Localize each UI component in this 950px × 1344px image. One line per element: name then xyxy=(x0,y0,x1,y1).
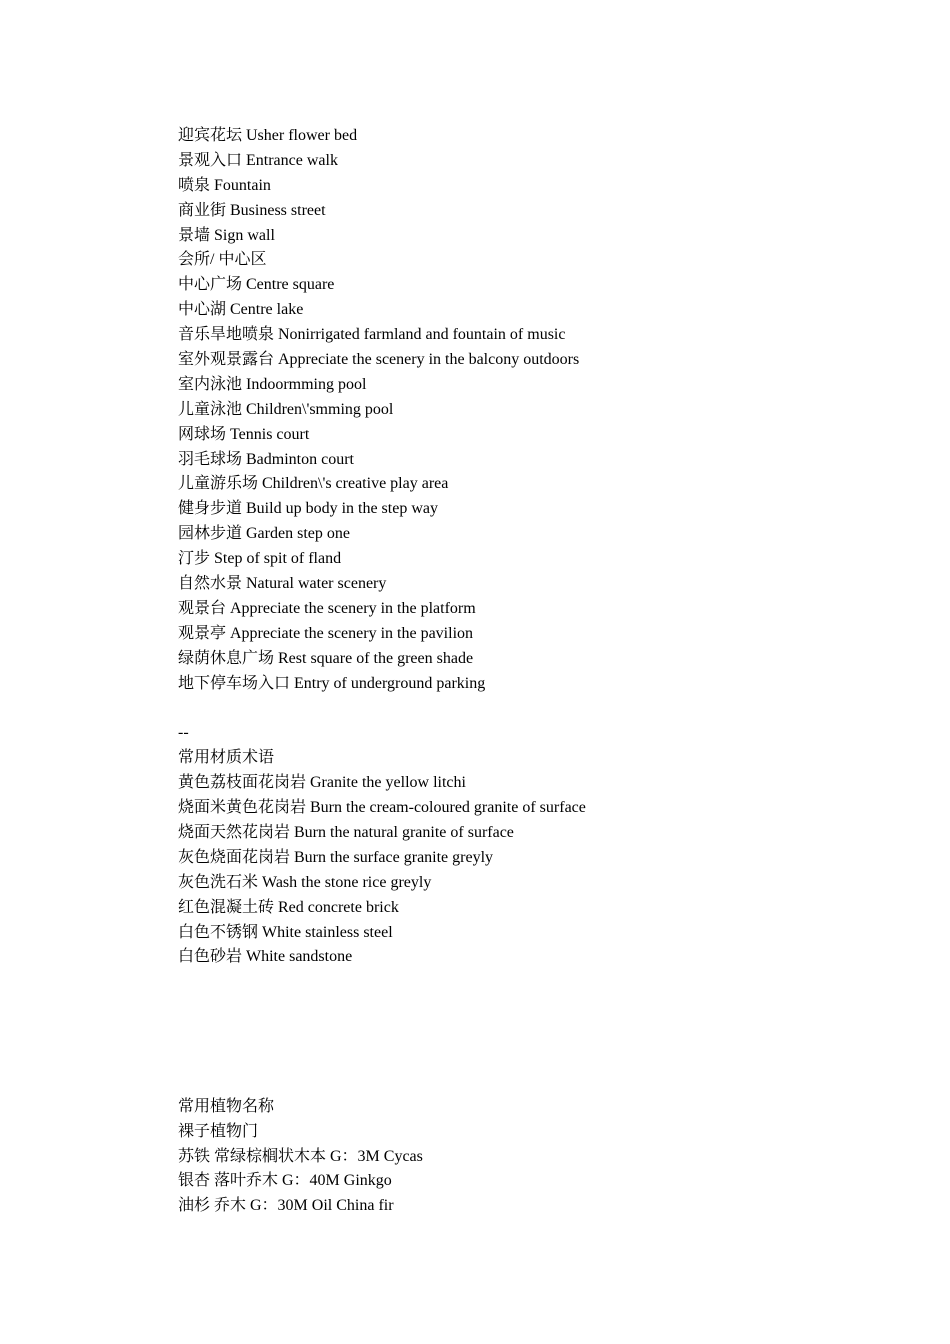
section-subheading: 裸子植物门 xyxy=(178,1122,259,1140)
blank-line xyxy=(178,696,878,721)
list-item: 儿童游乐场 Children\'s creative play area xyxy=(178,475,449,493)
list-item: 烧面米黄色花岗岩 Burn the cream-coloured granite of surface xyxy=(178,799,586,817)
list-item: 健身步道 Build up body in the step way xyxy=(178,500,438,518)
list-item: 室外观景露台 Appreciate the scenery in the balcony outdoors xyxy=(178,351,580,369)
list-item: 园林步道 Garden step one xyxy=(178,525,350,543)
landscape-terms-list xyxy=(178,124,878,696)
list-item: 红色混凝土砖 Red concrete brick xyxy=(178,898,399,916)
list-item: 灰色烧面花岗岩 Burn the surface granite greyly xyxy=(178,848,494,866)
list-item: 网球场 Tennis court xyxy=(178,425,310,443)
list-item: 地下停车场入口 Entry of underground parking xyxy=(178,674,486,692)
list-item: 商业街 Business street xyxy=(178,201,326,219)
list-item: 会所/ 中心区 xyxy=(178,251,267,269)
list-item: 自然水景 Natural water scenery xyxy=(178,575,387,593)
section-heading: 常用植物名称 xyxy=(178,1097,275,1115)
list-item: 绿荫休息广场 Rest square of the green shade xyxy=(178,649,474,667)
list-item: 喷泉 Fountain xyxy=(178,176,271,194)
list-item: 观景亭 Appreciate the scenery in the pavilion xyxy=(178,624,474,642)
materials-section xyxy=(178,721,878,970)
list-item: 银杏 落叶乔木 G：40M Ginkgo xyxy=(178,1172,392,1190)
list-item: 室内泳池 Indoormming pool xyxy=(178,375,367,393)
list-item: 烧面天然花岗岩 Burn the natural granite of surface xyxy=(178,823,514,841)
plants-section xyxy=(178,1095,878,1219)
blank-space xyxy=(178,970,878,1095)
document-page xyxy=(178,124,878,1219)
list-item: 油杉 乔木 G：30M Oil China fir xyxy=(178,1197,394,1215)
list-item: 羽毛球场 Badminton court xyxy=(178,450,354,468)
list-item: 白色砂岩 White sandstone xyxy=(178,948,353,966)
list-item: 观景台 Appreciate the scenery in the platform xyxy=(178,599,476,617)
list-item: 黄色荔枝面花岗岩 Granite the yellow litchi xyxy=(178,774,466,792)
list-item: 中心广场 Centre square xyxy=(178,276,335,294)
list-item: 白色不锈钢 White stainless steel xyxy=(178,923,393,941)
list-item: 中心湖 Centre lake xyxy=(178,301,304,319)
list-item: 景墙 Sign wall xyxy=(178,226,275,244)
list-item: 迎宾花坛 Usher flower bed xyxy=(178,127,358,144)
list-item: 景观入口 Entrance walk xyxy=(178,151,338,169)
list-item: 儿童泳池 Children\'smming pool xyxy=(178,400,394,418)
list-item: 灰色洗石米 Wash the stone rice greyly xyxy=(178,873,432,891)
list-item: 音乐旱地喷泉 Nonirrigated farmland and fountain of music xyxy=(178,326,566,344)
section-heading: 常用材质术语 xyxy=(178,749,275,767)
list-item: 汀步 Step of spit of fland xyxy=(178,550,342,568)
list-item: 苏铁 常绿棕榈状木本 G：3M Cycas xyxy=(178,1147,423,1165)
section-separator: -- xyxy=(178,724,189,742)
